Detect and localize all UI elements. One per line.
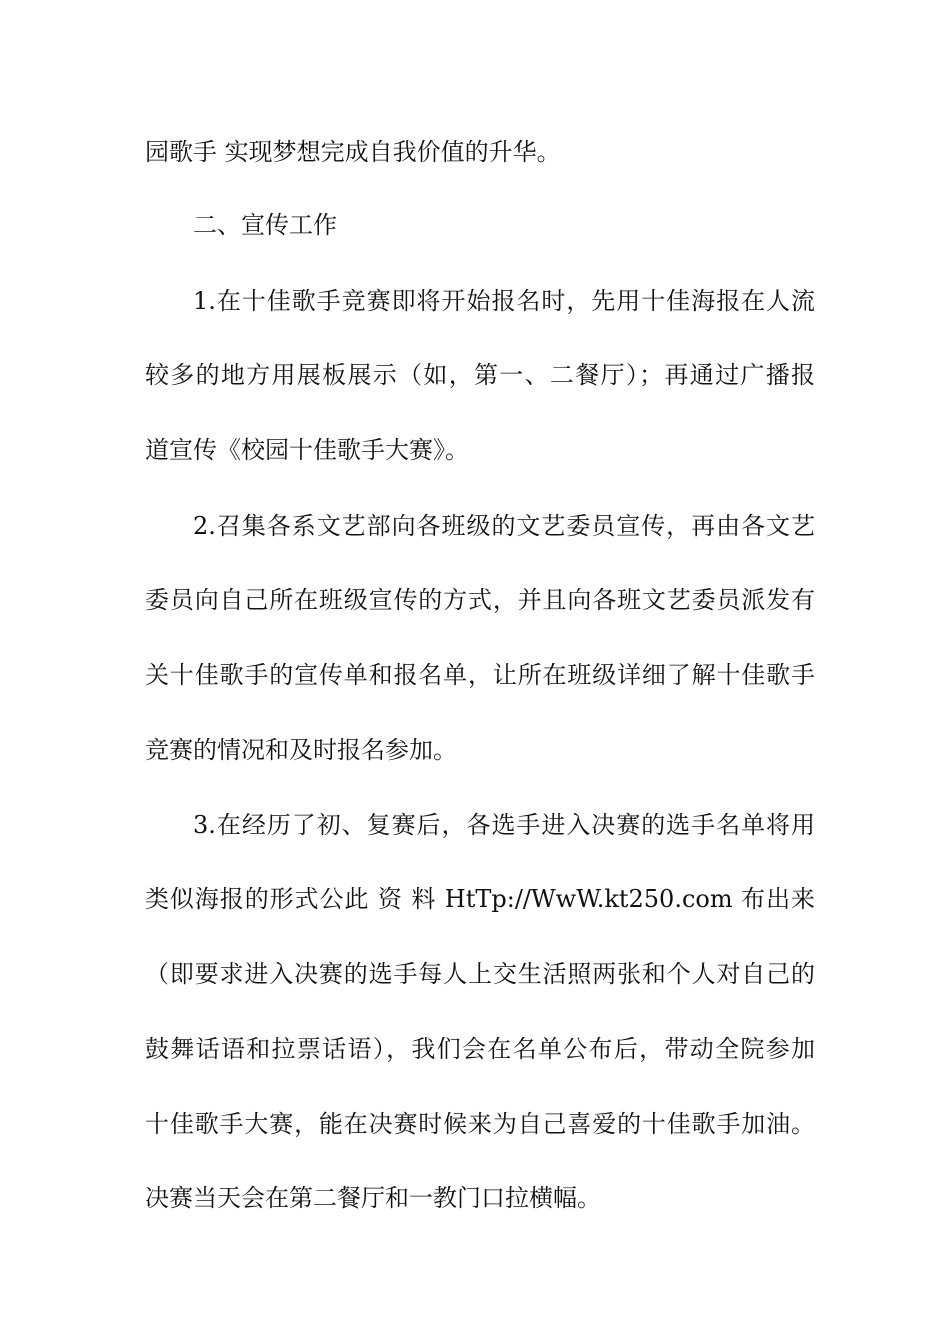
section-heading: 二、宣传工作 bbox=[193, 211, 337, 239]
paragraph-line-9: 竞赛的情况和及时报名参加。 bbox=[145, 736, 457, 764]
paragraph-line-1: 园歌手 实现梦想完成自我价值的升华。 bbox=[145, 138, 561, 166]
paragraph-line-12: （即要求进入决赛的选手每人上交生活照两张和个人对自己的 bbox=[145, 960, 815, 988]
paragraph-line-8: 关十佳歌手的宣传单和报名单，让所在班级详细了解十佳歌手 bbox=[145, 661, 815, 689]
paragraph-line-13: 鼓舞话语和拉票话语），我们会在名单公布后，带动全院参加 bbox=[145, 1035, 815, 1063]
paragraph-line-11: 类似海报的形式公此 资 料 HtTp://WwW.kt250.com 布出来 bbox=[145, 885, 815, 913]
paragraph-line-7: 委员向自己所在班级宣传的方式，并且向各班文艺委员派发有 bbox=[145, 586, 815, 614]
paragraph-line-14: 十佳歌手大赛，能在决赛时候来为自己喜爱的十佳歌手加油。 bbox=[145, 1110, 815, 1138]
paragraph-line-4: 较多的地方用展板展示（如，第一、二餐厅）；再通过广播报 bbox=[145, 361, 815, 389]
paragraph-line-15: 决赛当天会在第二餐厅和一教门口拉横幅。 bbox=[145, 1184, 601, 1212]
paragraph-line-6: 2.召集各系文艺部向各班级的文艺委员宣传，再由各文艺 bbox=[193, 512, 815, 540]
paragraph-line-5: 道宣传《校园十佳歌手大赛》。 bbox=[145, 436, 469, 464]
paragraph-line-10: 3.在经历了初、复赛后，各选手进入决赛的选手名单将用 bbox=[193, 811, 815, 839]
paragraph-line-3: 1.在十佳歌手竞赛即将开始报名时，先用十佳海报在人流 bbox=[193, 287, 815, 315]
